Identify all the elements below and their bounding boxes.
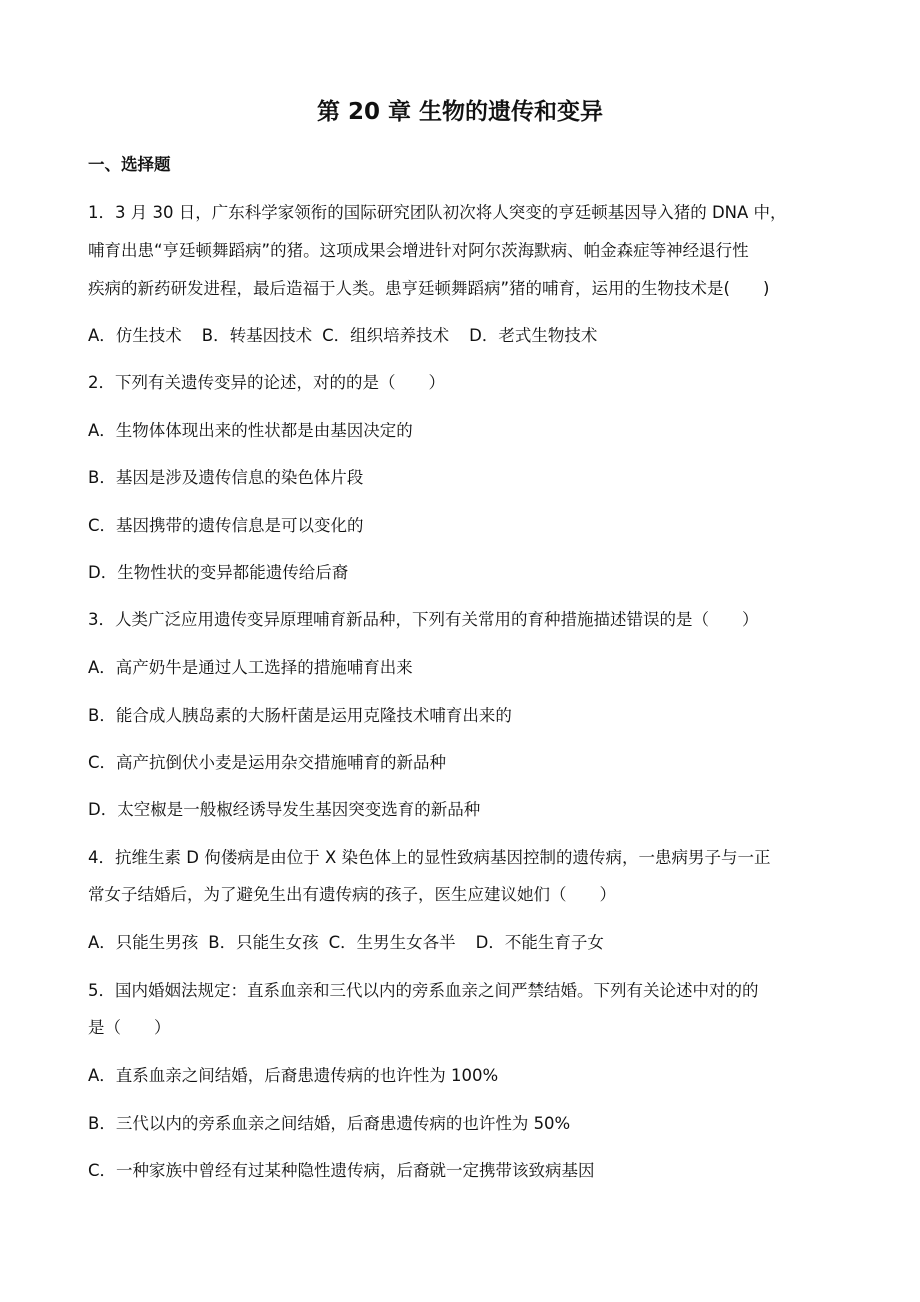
question-1-option-d: D．老式生物技术	[469, 326, 598, 345]
question-2-stem: 2．下列有关遗传变异的论述，对的的是（ ）	[88, 373, 445, 392]
question-3-option-c: C．高产抗倒伏小麦是运用杂交措施哺育的新品种	[88, 753, 447, 772]
question-1-options	[88, 323, 836, 349]
question-3-option-a: A．高产奶牛是通过人工选择的措施哺育出来	[88, 658, 413, 677]
question-5-option-c: C．一种家族中曾经有过某种隐性遗传病，后裔就一定携带该致病基因	[88, 1161, 595, 1180]
page-title: 第 20 章 生物的遗传和变异	[316, 99, 604, 125]
question-1-option-b: B．转基因技术	[201, 326, 313, 345]
question-2-option-d: D．生物性状的变异都能遗传给后裔	[88, 563, 349, 582]
question-5-option-a: A．直系血亲之间结婚，后裔患遗传病的也许性为 100%	[88, 1066, 499, 1085]
question-4-line-2: 常女子结婚后，为了避免生出有遗传病的孩子，医生应建议她们（ ）	[88, 885, 616, 904]
question-2-option-c: C．基因携带的遗传信息是可以变化的	[88, 516, 364, 535]
question-1-line-2: 哺育出患“亨廷顿舞蹈病”的猪。这项成果会增进针对阿尔茨海默病、帕金森症等神经退行性	[88, 241, 749, 260]
question-2-option-b: B．基因是涉及遗传信息的染色体片段	[88, 468, 364, 487]
question-4-line-1: 4．抗维生素 D 佝偻病是由位于 X 染色体上的显性致病基因控制的遗传病，一患病男子与一正	[88, 848, 771, 867]
question-4-option-c: C．生男生女各半	[328, 933, 456, 952]
question-1-line-1: 1．3 月 30 日，广东科学家领衔的国际研究团队初次将人突变的亨廷顿基因导入猪的 DNA 中，	[88, 203, 787, 222]
question-5-line-2: 是（ ）	[88, 1018, 171, 1037]
question-1-option-a: A．仿生技术	[88, 326, 182, 345]
question-1-line-3: 疾病的新药研发进程，最后造福于人类。患亨廷顿舞蹈病”猪的哺育，运用的生物技术是( )	[88, 279, 770, 298]
question-3-option-b: B．能合成人胰岛素的大肠杆菌是运用克隆技术哺育出来的	[88, 706, 512, 725]
question-3-option-d: D．太空椒是一般椒经诱导发生基因突变选育的新品种	[88, 800, 481, 819]
question-5-line-1: 5．国内婚姻法规定：直系血亲和三代以内的旁系血亲之间严禁结婚。下列有关论述中对的的	[88, 981, 759, 1000]
question-3-stem: 3．人类广泛应用遗传变异原理哺育新品种，下列有关常用的育种措施描述错误的是（ ）	[88, 610, 759, 629]
question-4-options	[88, 930, 836, 956]
question-2-option-a: A．生物体体现出来的性状都是由基因决定的	[88, 421, 413, 440]
question-4-option-b: B．只能生女孩	[208, 933, 319, 952]
section-heading: 一、选择题	[88, 155, 171, 174]
question-1-option-c: C．组织培养技术	[322, 326, 450, 345]
question-4-option-a: A．只能生男孩	[88, 933, 199, 952]
question-5-option-b: B．三代以内的旁系血亲之间结婚，后裔患遗传病的也许性为 50%	[88, 1114, 571, 1133]
question-4-option-d: D．不能生育子女	[475, 933, 604, 952]
